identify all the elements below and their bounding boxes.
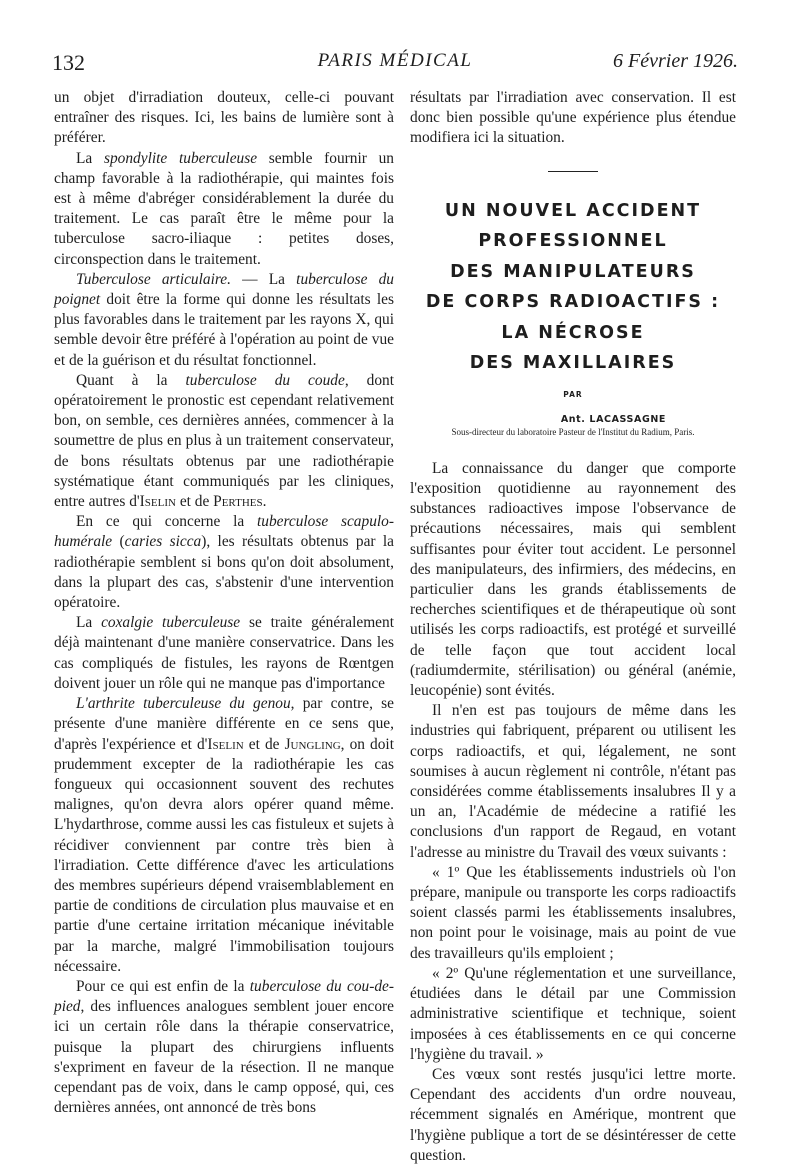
article-title-line: LA NÉCROSE: [501, 322, 645, 343]
paragraph: « 1º Que les établissements industriels où l'on prépare, manipule ou transporte les corps radioactifs soient classés parmi les établissements insalubres, non point pour le voisinage, mais au point de vue des travailleurs qu'ils emploient ;: [410, 863, 736, 962]
paragraph: « 2º Qu'une réglementation et une surveillance, étudiées dans le détail par une Commission administrative scientifique et technique, soient imposées à ces établissements en ce qui concerne l'hygiène du travail. »: [410, 964, 736, 1063]
section-divider: [548, 171, 598, 172]
article-title-line: UN NOUVEL ACCIDENT: [444, 200, 702, 221]
paragraph: La coxalgie tuberculeuse se traite généralement déjà maintenant d'une manière conservatrice. Dans les cas compliqués de fistules, les rayons de Rœntgen doivent jouer un rôle qui ne manque pas d'importance: [54, 614, 394, 692]
paragraph: résultats par l'irradiation avec conservation. Il est donc bien possible qu'une expérience plus étendue modifiera ici la situation.: [410, 89, 736, 147]
paragraph: Il n'en est pas toujours de même dans les industries qui fabriquent, préparent ou utilisent les corps radioactifs, et qui, légalement, ne sont soumises à aucun règlement ni contrôle, n'étant pas considérées comme établissements insalubres Il y a un an, l'Académie de médecine a ratifié les conclusions d'un rapport de Regaud, en votant l'adresse au ministre du Travail des vœux suivants :: [410, 702, 736, 861]
paragraph: La connaissance du danger que comporte l'exposition quotidienne au rayonnement des substances radioactives impose l'observance de précautions nécessaires, mais qui semblent suffisantes pour éviter tout accident. Le personnel des manipulateurs, des infirmiers, des médecins, en particulier dans les grands établissements de recherches scientifiques et de thérapeutique où sont utilisés les corps radioactifs, est protégé et surveillé de telle façon que tout accident local (radiumdermite, stérilisation) ou général (anémie, leucopénie) sont évités.: [410, 459, 736, 700]
article-title: [410, 196, 736, 379]
paragraph: Pour ce qui est enfin de la tuberculose du cou-de-pied, des influences analogues semblent jouer encore ici un certain rôle dans la thérapie conservatrice, puisque la plupart des chirurgiens influents s'expriment en faveur de la résection. Il ne manque cependant pas de voix, dans le camp opposé, qui, ces dernières années, ont annoncé de très bons: [54, 977, 394, 1117]
page-number: 132: [52, 50, 85, 75]
paragraph: Quant à la tuberculose du coude, dont opératoirement le pronostic est cependant relativement bon, on semble, ces dernières années, commencer à la soumettre de plus en plus à un traitement conservateur, de bons résultats obtenus par une radiothérapie systématique étant communiqués par les cliniques, entre autres d'Iselin et de Perthes.: [54, 371, 394, 511]
article-title-line: PROFESSIONNEL: [478, 231, 668, 252]
left-column: [54, 88, 394, 1118]
author-name: Ant. LACASSAGNE: [560, 413, 666, 425]
article-title-line: DE CORPS RADIOACTIFS :: [425, 292, 721, 313]
paragraph: Tuberculose articulaire. — La tuberculose du poignet doit être la forme qui donne les résultats les plus favorables dans le traitement par les rayons X, qui semble devoir être préféré à l'opération au point de vue et de la guérison et du résultat fonctionnel.: [54, 270, 394, 369]
right-column: [410, 88, 736, 1166]
paragraph: Ces vœux sont restés jusqu'ici lettre morte. Cependant des accidents d'un ordre nouveau, récemment signalés en Amérique, montrent que l'hygiène publique a tort de se désintéresser de cette question.: [410, 1065, 736, 1164]
byline-par: PAR: [563, 389, 583, 399]
article-title-line: DES MAXILLAIRES: [469, 353, 677, 374]
article-title-line: DES MANIPULATEURS: [450, 261, 696, 282]
paragraph: La spondylite tuberculeuse semble fournir un champ favorable à la radiothérapie, qui maintes fois est à même d'abréger considérablement la durée du traitement. Le cas paraît être le même pour la tuberculose sacro-iliaque : petites doses, circonspection dans le traitement.: [54, 149, 394, 268]
journal-title: PARIS MÉDICAL: [317, 50, 473, 71]
author-affiliation: Sous-directeur du laboratoire Pasteur de l'Institut du Radium, Paris.: [451, 426, 695, 437]
paragraph: L'arthrite tuberculeuse du genou, par contre, se présente d'une manière différente en ce sens que, d'après l'expérience et d'Iselin et de Jungling, on doit prudemment excepter de la radiothérapie les cas fongueux qui occasionnent souvent des rechutes malignes, qu'on devra alors opérer quand même. L'hydarthrose, comme aussi les cas fistuleux et sujets à récidiver conviennent par contre très bien à l'irradiation. Cette différence d'avec les articulations des membres supérieurs dépend vraisemblablement en partie de conditions de circulation plus mauvaise et en partie d'une certaine irritation mécanique inévitable par la marche, malgré l'immobilisation toujours nécessaire.: [54, 695, 394, 975]
paragraph: un objet d'irradiation douteux, celle-ci pouvant entraîner des risques. Ici, les bains de lumière sont à préférer.: [54, 89, 394, 147]
paragraph: En ce qui concerne la tuberculose scapulo-humérale (caries sicca), les résultats obtenus par la radiothérapie semblent si bons qu'on doit absolument, dans la plupart des cas, s'abstenir d'une intervention opératoire.: [54, 513, 394, 612]
issue-date: 6 Février 1926.: [613, 50, 738, 72]
page-header: [52, 50, 738, 80]
